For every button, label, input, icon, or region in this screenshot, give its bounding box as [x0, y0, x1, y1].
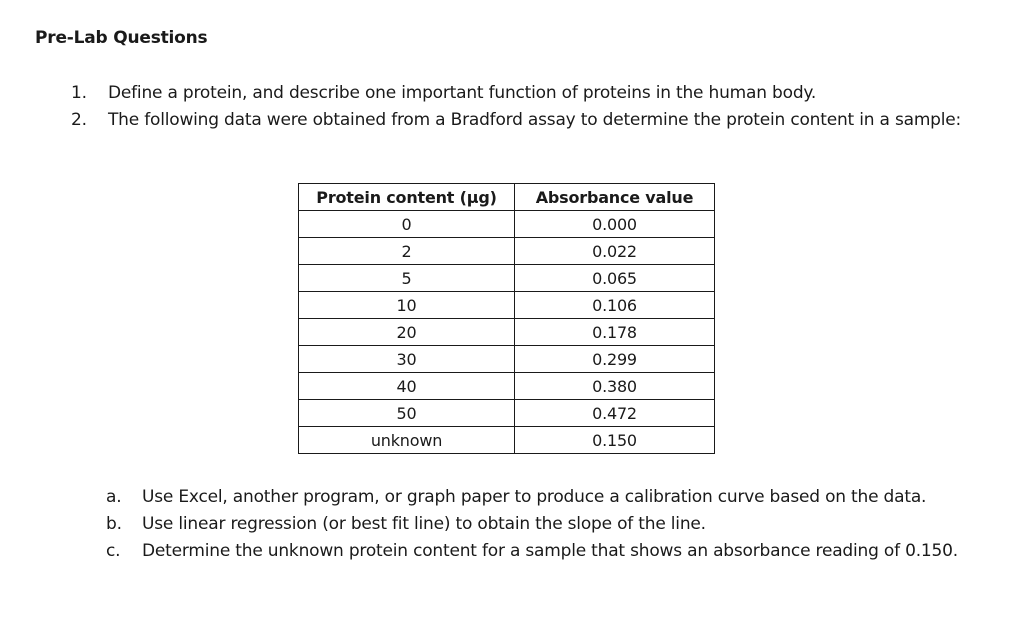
absorbance-cell: 0.380 — [515, 373, 715, 400]
absorbance-cell: 0.299 — [515, 346, 715, 373]
subquestion-text: Use linear regression (or best fit line) to obtain the slope of the line. — [142, 514, 706, 534]
table-header-row — [299, 184, 715, 211]
absorbance-cell: 0.106 — [515, 292, 715, 319]
page-heading: Pre-Lab Questions — [35, 28, 208, 48]
absorbance-cell: 0.000 — [515, 211, 715, 238]
table-row — [299, 427, 715, 454]
table-row — [299, 373, 715, 400]
question-text: The following data were obtained from a Bradford assay to determine the protein content in a sample: — [108, 110, 962, 130]
protein-cell: 30 — [299, 346, 515, 373]
column-header-protein: Protein content (µg) — [299, 184, 515, 211]
column-header-absorbance: Absorbance value — [515, 184, 715, 211]
bradford-data-table — [298, 183, 715, 454]
subquestion-label: b. — [106, 514, 122, 534]
protein-cell: 0 — [299, 211, 515, 238]
protein-cell: 20 — [299, 319, 515, 346]
absorbance-cell: 0.150 — [515, 427, 715, 454]
protein-cell: 50 — [299, 400, 515, 427]
table-row — [299, 319, 715, 346]
subquestion-label: a. — [106, 487, 122, 507]
absorbance-cell: 0.022 — [515, 238, 715, 265]
absorbance-cell: 0.065 — [515, 265, 715, 292]
protein-cell: 5 — [299, 265, 515, 292]
table-row — [299, 265, 715, 292]
subquestion-text: Determine the unknown protein content for a sample that shows an absorbance reading of 0.150. — [142, 541, 958, 561]
absorbance-cell: 0.178 — [515, 319, 715, 346]
protein-cell: 2 — [299, 238, 515, 265]
table-row — [299, 238, 715, 265]
table-row — [299, 400, 715, 427]
subquestion-label: c. — [106, 541, 121, 561]
table-row — [299, 346, 715, 373]
protein-cell: 40 — [299, 373, 515, 400]
table-row — [299, 292, 715, 319]
absorbance-cell: 0.472 — [515, 400, 715, 427]
question-text: Define a protein, and describe one important function of proteins in the human body. — [108, 83, 817, 103]
question-number: 2. — [71, 110, 87, 130]
table-row — [299, 211, 715, 238]
protein-cell: 10 — [299, 292, 515, 319]
subquestion-text: Use Excel, another program, or graph paper to produce a calibration curve based on the data. — [142, 487, 927, 507]
question-number: 1. — [71, 83, 87, 103]
protein-cell: unknown — [299, 427, 515, 454]
